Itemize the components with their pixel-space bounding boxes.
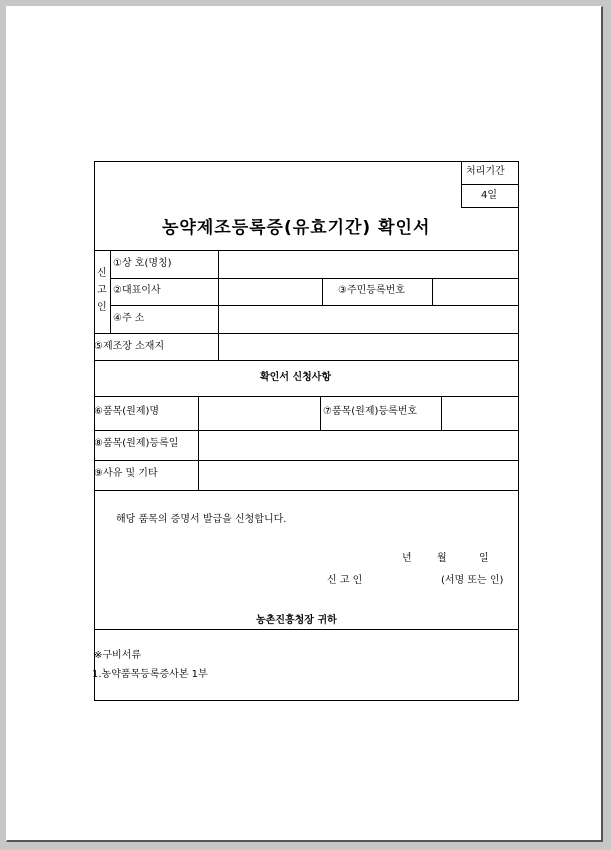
resident-label-left-divider	[322, 278, 323, 306]
application-statement: 해당 품목의 증명서 발급을 신청합니다.	[116, 514, 287, 525]
applicant-column-divider	[110, 250, 111, 334]
form-border-top	[94, 161, 519, 162]
addressee: 농촌진흥청장 귀하	[256, 615, 337, 626]
date-month-label: 월	[437, 553, 447, 564]
page-title: 농약제조등록증(유효기간) 확인서	[162, 218, 431, 238]
company-name-field[interactable]	[219, 251, 518, 278]
product-reg-date-label: ⑧품목(원제)등록일	[94, 438, 179, 449]
row-line-5	[94, 360, 519, 361]
date-year-label: 년	[402, 553, 412, 564]
processing-box-mid	[461, 184, 518, 185]
signer-label: 신 고 인	[327, 575, 363, 586]
product-name-label: ⑥품목(원제)명	[94, 406, 160, 417]
reason-other-field[interactable]	[199, 461, 518, 490]
attachments-heading: ※구비서류	[94, 650, 142, 661]
processing-period-value: 4일	[481, 190, 498, 201]
product-name-field[interactable]	[199, 397, 320, 430]
resident-number-field[interactable]	[433, 279, 518, 305]
product-reg-date-field[interactable]	[199, 431, 518, 460]
resident-number-label: ③주민등록번호	[338, 285, 405, 296]
applicant-char-3: 인	[97, 302, 107, 313]
processing-period-label: 처리기간	[466, 166, 505, 177]
product-reg-number-label: ⑦품목(원제)등록번호	[323, 406, 418, 417]
address-field[interactable]	[219, 306, 518, 333]
row-line-10	[94, 629, 519, 630]
reason-other-label: ⑨사유 및 기타	[94, 468, 158, 479]
form-border-bottom	[94, 700, 519, 701]
product-reg-left-divider	[320, 396, 321, 431]
representative-field[interactable]	[219, 279, 322, 305]
factory-location-label: ⑤제조장 소재지	[94, 341, 165, 352]
applicant-char-2: 고	[97, 285, 107, 296]
processing-box-bottom	[461, 207, 518, 208]
representative-label: ②대표이사	[113, 285, 161, 296]
row-line-9	[94, 490, 519, 491]
factory-location-field[interactable]	[219, 334, 518, 360]
attachment-item-1: 1.농약품목등록증사본 1부	[92, 669, 208, 680]
date-day-label: 일	[479, 553, 489, 564]
form-border-right	[518, 161, 519, 701]
product-reg-number-field[interactable]	[442, 397, 518, 430]
signature-note: (서명 또는 인)	[441, 575, 504, 586]
address-label: ④주 소	[113, 313, 145, 324]
form-border-left	[94, 161, 95, 701]
section-header: 확인서 신청사항	[260, 372, 332, 383]
applicant-char-1: 신	[97, 268, 107, 279]
company-name-label: ①상 호(명칭)	[113, 258, 172, 269]
